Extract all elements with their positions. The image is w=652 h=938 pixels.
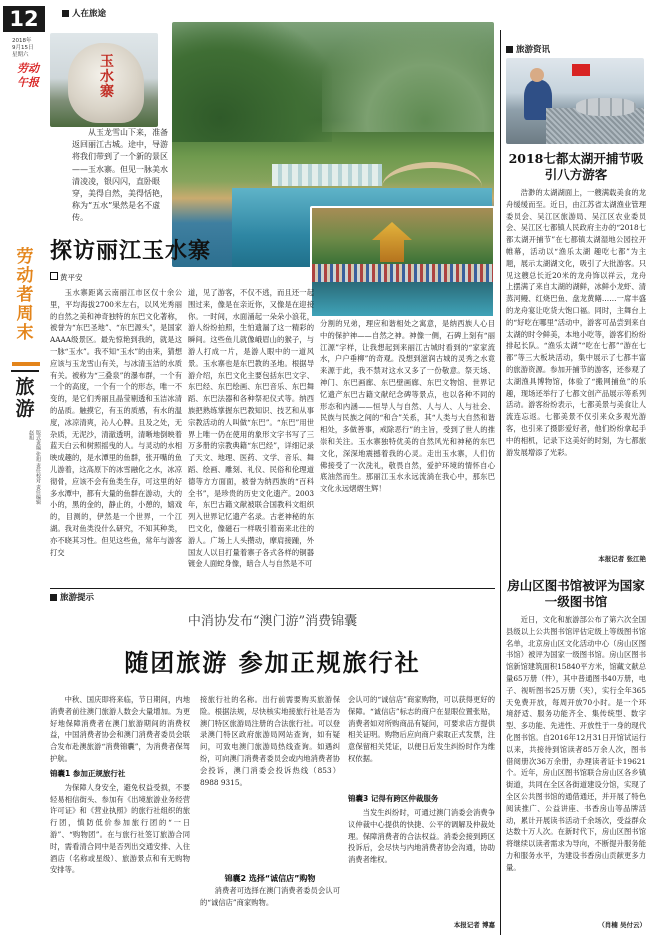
section-tag: 旅游提示 [50, 592, 94, 604]
tip-body: 消费者可选择在澳门消费者委员会认可的“诚信店”商家购物。 [200, 886, 340, 907]
section-name: 旅游 [11, 370, 39, 420]
article-column-3: 分割的兄弟，理应和谐相处之寓意，是纳西族人心目中的保护神——自然之神。神像一侧，石碑上刻有“丽江源”字样，让我想起到来丽江古城时看到的“家家流水，户户垂柳”的奇观。没想到滋润古城的灵秀之水竟来源于此，我不禁对这水又多了一份敬意。祭天场、神门、东巴画廊、东巴壁画廊、东巴文物馆、世界记忆遗产东巴古籍文献纪念碑等景点，也以各种不同的形态和内涵——恒导人与自然、人与人、人与社会、民族与民族之间的“和合”关系，其“人类与大自然和谐相处，多做善事，戒除恶行”的主旨，受到了世人的推崇和关注。玉水寨独特优美的自然风光和神秘的东巴文化，深深地震撼着我的心灵。走出玉水寨，人们仿佛接受了一次洗礼，敬畏自然，爱护环境的情怀自心底油然而生。那丽江玉水永远流淌在我心中，那东巴文化永远熠熠生辉！ [320, 319, 495, 494]
article-byline: 黄平安 [50, 272, 83, 283]
waterfall [272, 164, 382, 186]
article-byline: 本报记者 张江艳 [598, 555, 646, 563]
article-column-3 [348, 694, 495, 916]
article-kicker: 中消协发布“澳门游”消费锦囊 [187, 614, 358, 629]
article-intro: 中秋、国庆即将来临，节日期间，内地消费者前往澳门旅游人数会大量增加。为更好地保障消费者在澳门旅游期间的消费权益，中国消费者协会和澳门消费者委员会联合发布赴澳旅游“消费锦囊”，为消费者保驾护航。 [50, 695, 190, 763]
issue-date: 2018年 9月15日 星期六 [12, 38, 34, 58]
article-column-2 [200, 694, 340, 934]
article-body: 浩渺的太湖湖面上，一艘满载美食的龙舟缓缓而至。近日，由江苏省太湖渔业管理委员会、吴江区旅游局、吴江区农业委员会、吴江区七都镇人民政府主办的“2018七都太湖开捕节”在七都镇太湖湿地公园拉开帷幕，活动以“渔乐太湖 趣吃七都”为主题，展示太湖湖文化，吸引了大批游客。只见这艘总长近20米的龙舟饰以祥云，龙舟上摆满了来自太湖的湖鲜，冰鲜小龙虾、清蒸河鳗、红烧巴鱼、盘龙黄鳝……一席丰盛的龙舟宴让吃货大饱口福。同时，主舞台上的“好吃在哪里”活动中，游客可品尝到来自太湖的时令鲜美，本地小吃等，游客们纷纷排起长队。“渔乐太湖”“吃在七都”“游在七都”等三大板块活动，集中展示了七都丰富的旅游资源。参加开捕节的游客，还参观了太湖渔具博物馆，体验了“搬网捕鱼”的乐趣，现场还举行了七都文创产品展示等系列活动。游客纷纷表示，七都美景与美食让人流连忘返。七都美景不仅引来众多观光游客，也引来了摄影爱好者，他们纷纷拿起手中的相机，记录下这美好的时刻，为七都旅游发展增添了光彩。 [506, 188, 646, 457]
masthead-logo: 劳动午报 [17, 62, 39, 89]
article-body: 近日，文化和旅游部公布了第六次全国县级以上公共图书馆评估定级上等级图书馆名单，北京房山区文化活动中心（房山区图书馆）被评为国家一级图书馆。房山区图书馆新馆建筑面积15840平方米，馆藏文献总量65万册（件），其中普通图书40万册，电子、视听图书25万册（夹），实行全年365天免费开放，每周开放70小时。是一个环境舒适、服务功能齐全、集传统型、数字型、多功能、先进性、开放性于一身的现代化图书馆。自2016年12月31日开馆试运行以来，共接待到馆读者85万余人次，图书借阅册次36万余册，办理读者证卡19621个。近年，房山区图书馆联合房山区各乡镇街道，共同在全区各街道建设分馆，实现了全区公共图书馆的通借通还，并开展了特色阅读推广、公益讲座、书香房山等品牌活动，累计开展读书活动千余场次，受益群众达数十万人次。在新时代下，房山区图书馆将继续以读者需求为导向，不断提升服务能力和服务水平，为建设书香房山贡献更多力量。 [506, 615, 646, 872]
article-headline: 随团旅游 参加正规旅行社 [124, 648, 421, 677]
section-title: 劳动者周末 [16, 247, 34, 343]
tip-body: 会认可的“诚信店”商家购物，可以获得更好的保障。“诚信店”标志的商户在显眼位置张贴，消费者如对所购商品有疑问，可要求店方提供相关证明。购物后应向商户索取正式发票，注意保留相关凭证，以便日后发生纠纷时作为维权依据。 [348, 695, 495, 763]
article-headline: 房山区图书馆被评为国家一级图书馆 [507, 578, 645, 609]
tip-heading: 锦囊2 选择“诚信店”购物 [224, 874, 316, 883]
article-lead: 从玉龙雪山下来，准备返回丽江古城。途中，导游将我们带到了一个新的景区——玉水寨。但见一脉美水清凌凌，银闪闪，直卧眼穿，美得自然，美得恬艳，称为“五水”果然是名不虚传。 [72, 128, 168, 223]
golden-statue [372, 222, 412, 262]
stone-inscription: 玉水寨 [100, 54, 114, 100]
tip-heading: 锦囊3 记得有跨区仲裁服务 [348, 794, 439, 803]
tip-body: 接旅行社的名称。出行前需要购买旅游保险。根据法规，尽快核实地接旅行社是否为澳门特区旅游局注册的合法旅行社。可以登录澳门特区政府旅游局网站查询，如有疑问，可致电澳门旅游局热线查询。如遇纠纷，可向澳门消费者委员会或内地消费者协会投诉，澳门消委会投诉热线（853）8988 9315。 [200, 695, 340, 787]
article-headline: 探访丽江玉水寨 [50, 239, 212, 264]
section-divider [12, 362, 40, 366]
stone-photo [50, 33, 158, 127]
section-divider [50, 588, 495, 589]
article-column-2: 道，见了游客，不仅不逃，而且还一起围过来，像是在亲近你，又像是在迎接你。一时间，水面涌起一朵朵小浪花，游人纷纷拍照，生怕遗漏了这一精彩的瞬间。这些鱼儿就像峨眉山的猴子，与游人打成一片，是游人眼中的一道风景。玉水寨也是东巴教的圣地。根据导游介绍，东巴文化主要包括东巴文字、东巴经、东巴绘画、东巴音乐、东巴舞蹈、东巴法器和各种祭祀仪式等。纳西族把熟练掌握东巴教知识、技艺和从事宗教活动的人叫做“东巴”。“东巴”用世界上唯一仍在使用的象形文字书写了三万多册的宗教典籍“东巴经”，详细记录了天文、地理、医药、文学、音乐、舞蹈、绘画、雕刻、礼仪、民俗和伦理道德等方方面面，被誉为纳西族的“百科全书”，是珍贵的历史文化遗产。2003年，东巴古籍文献被联合国教科文组织列入世界记忆遗产名录。古老神秘的东巴文化，像磁石一样吸引着南来北往的游人。广场上人头攒动，摩肩接踵，外国友人以目打量着寨子各式各样的铜器镀金人面蛇身像，暗合人与自然是不可 [188, 288, 314, 569]
flag-icon [572, 64, 590, 76]
article-byline: （肖楠 吴付云） [598, 921, 646, 929]
section-tag: 人在旅途 [62, 8, 106, 20]
article-column-1 [50, 694, 190, 934]
fish-catch [576, 98, 636, 116]
page-number: 12 [3, 6, 45, 32]
tip-body: 为保障人身安全，避免权益受损，不要轻易相信街头、参加有《出境旅游业务经营许可证》和《营业执照》的旅行社组织的旅行团，慎防低价参加旅行团的“一日游”、“购物团”。在与旅行社签订旅游合同时，需看清合同中是否列出交通安排、入住酒店（名称或星级）、旅游景点和有无购物安排等。 [50, 782, 190, 875]
article-byline: 本报记者 博嘉 [453, 921, 495, 929]
article-column-1: 玉水寨距离云南丽江市区仅十余公里，平均海拔2700米左右，以风光秀丽的自然之美和神奇独特的东巴文化著称，被誉为“东巴圣地”、“东巴源头”，是国家AAAA级景区。最先惊艳到我的，就是这一脉“玉水”。我不知“玉水”的由来，猜想应该与玉龙雪山有关，与冰清玉洁的水质有关。被称为“三叠泉”的瀑布群，一个有一个的高度，一个有一个的形态，唯一不变的，是它们秀丽且晶莹剔透和玉洁冰清的品质。触摸它，有玉的质感，有水的温度，冰凉清爽，沁人心脾。且及之处，无杂质，无泥沙，清澈透明，清晰地倒映着蓝天白云和树照摇曳的人。与灵动的水相映成趣的，是水潭里的鱼群，张开嘴的鱼儿游着，这高原下的冰雪融化之水，冰凉彻骨，应该不会有鱼类生存，可这里的好多水潭中，都有大量的鱼群在游动，大的小的，黑的金的，静止的，小憩的，嬉戏的，目测的，伊然是一个世界，一个江湖。我对鱼类没什么研究，不知其种类，亦不晓其习性。但见这些鱼，常年与游客打交 [50, 288, 182, 557]
crowd [312, 264, 495, 282]
editor-credits: 版式责编 张旭 责任校对 责任编辑 赵旭 [28, 430, 41, 505]
column-divider [500, 30, 501, 935]
fishing-photo [506, 58, 644, 144]
section-tag: 旅游资讯 [506, 44, 550, 56]
tip-body: 当发生纠纷时，可通过澳门消委会消费争议仲裁中心提供的快捷、公平的调解及仲裁处理。保障消费者的合法权益。消委会接到跨区投诉后，会尽快与内地消费者协会沟通，协助消费者维权。 [348, 808, 495, 865]
article-headline: 2018七都太湖开捕节吸引八方游客 [508, 151, 644, 182]
temple-photo [310, 206, 495, 318]
tip-heading: 锦囊1 参加正规旅行社 [50, 768, 126, 778]
